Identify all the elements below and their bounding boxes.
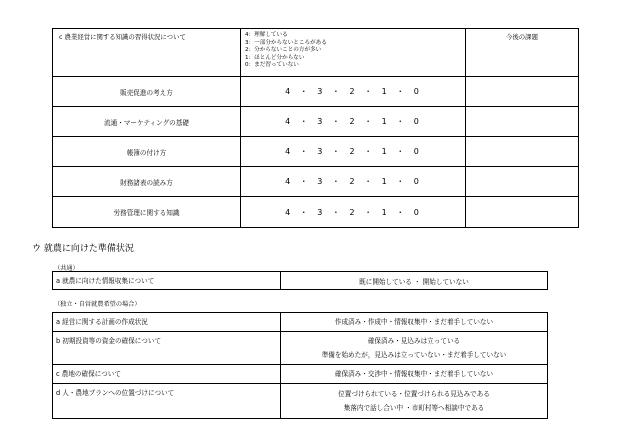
- independent-row-label: a 経営に関する計画の作成状況: [53, 313, 281, 332]
- choice-line: 確保済み・交渉中・情報収集中・まだ着手していない: [334, 370, 494, 378]
- knowledge-row: [53, 167, 579, 197]
- knowledge-row: [53, 107, 579, 137]
- next-issue-cell[interactable]: [466, 77, 579, 107]
- independent-note: （独立・自営就農希望の場合）: [54, 301, 141, 308]
- independent-row-label: c 農地の確保について: [53, 365, 281, 384]
- scale-item: 3：一部分からないところがある: [245, 39, 327, 46]
- independent-choice[interactable]: [281, 332, 548, 365]
- common-row: [53, 272, 548, 290]
- independent-row-label: d 人・農地プランへの位置づけについて: [53, 384, 281, 419]
- knowledge-header-row: [53, 29, 579, 77]
- independent-row: [53, 313, 548, 332]
- knowledge-table: [52, 28, 579, 228]
- rating-choice[interactable]: 4 ・ 3 ・ 2 ・ 1 ・ 0: [241, 107, 466, 137]
- knowledge-row: [53, 197, 579, 228]
- rating-choice[interactable]: 4 ・ 3 ・ 2 ・ 1 ・ 0: [241, 167, 466, 197]
- next-issue-cell[interactable]: [466, 137, 579, 167]
- independent-row: [53, 384, 548, 419]
- common-choice[interactable]: 既に開始している ・ 開始していない: [281, 272, 548, 290]
- independent-choice[interactable]: [281, 384, 548, 419]
- choice-line: 準備を始めたが，見込みは立っていない・まだ着手していない: [321, 351, 507, 359]
- knowledge-row-label: 販売促進の考え方: [53, 77, 241, 107]
- scale-item: 1：ほとんど分からない: [245, 54, 305, 61]
- rating-choice[interactable]: 4 ・ 3 ・ 2 ・ 1 ・ 0: [241, 137, 466, 167]
- independent-table: [52, 312, 548, 419]
- common-row-label: a 就農に向けた情報収集について: [53, 272, 281, 290]
- next-issue-header: 今後の課題: [466, 29, 579, 77]
- scale-item: 4：理解している: [245, 32, 288, 38]
- independent-row: [53, 365, 548, 384]
- rating-choice[interactable]: 4 ・ 3 ・ 2 ・ 1 ・ 0: [241, 77, 466, 107]
- choice-line: 作成済み・作成中・情報収集中・まだ着手していない: [334, 318, 494, 326]
- scale-item: 0：まだ習っていない: [245, 62, 299, 69]
- scale-item: 2：分からないことの方が多い: [245, 47, 322, 54]
- next-issue-cell[interactable]: [466, 167, 579, 197]
- section-heading: ウ 就農に向けた準備状況: [32, 244, 134, 254]
- choice-line: 確保済み・見込みは立っている: [367, 337, 461, 345]
- next-issue-cell[interactable]: [466, 197, 579, 228]
- knowledge-row-label: 帳簿の付け方: [53, 137, 241, 167]
- independent-choice[interactable]: [281, 313, 548, 332]
- common-note: （共通）: [54, 265, 79, 272]
- choice-line: 集落内で話し合い中 ・市町村等へ相談中である: [343, 404, 485, 412]
- knowledge-row: [53, 77, 579, 107]
- independent-row-label: b 初期投資等の資金の確保について: [53, 332, 281, 365]
- knowledge-row-label: 労務管理に関する知識: [53, 197, 241, 228]
- knowledge-title: c 農業経営に関する知識の習得状況について: [53, 29, 241, 77]
- knowledge-row: [53, 137, 579, 167]
- rating-choice[interactable]: 4 ・ 3 ・ 2 ・ 1 ・ 0: [241, 197, 466, 228]
- next-issue-cell[interactable]: [466, 107, 579, 137]
- independent-row: [53, 332, 548, 365]
- rating-scale-legend: [241, 29, 466, 77]
- knowledge-row-label: 財務諸表の読み方: [53, 167, 241, 197]
- common-table: [52, 271, 548, 290]
- independent-choice[interactable]: [281, 365, 548, 384]
- knowledge-row-label: 流通・マーケティングの基礎: [53, 107, 241, 137]
- choice-line: 位置づけられている・位置づけられる見込みである: [338, 390, 490, 398]
